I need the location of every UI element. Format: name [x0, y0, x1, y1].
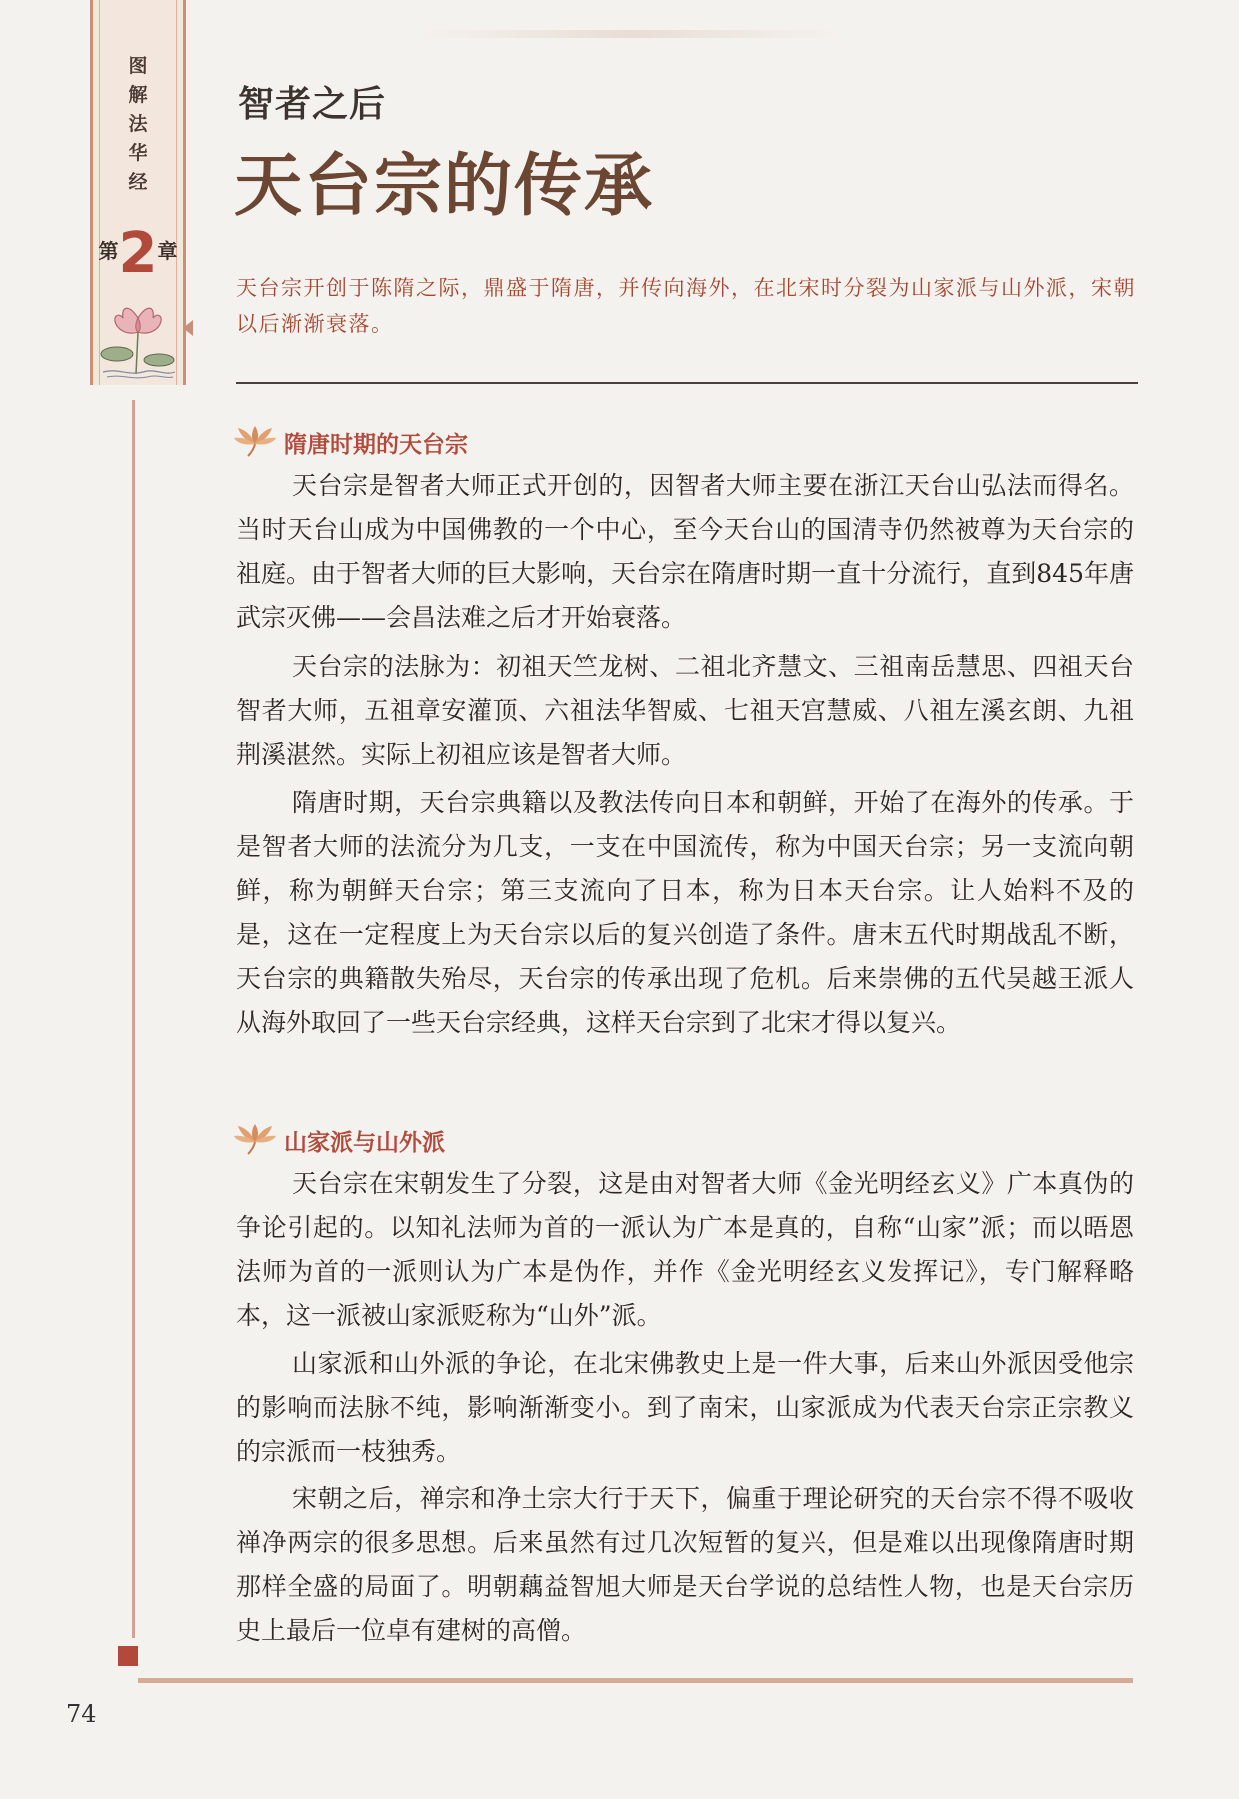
chapter-suffix: 章 [157, 239, 178, 263]
lotus-illustration-icon [99, 298, 177, 380]
body-paragraph: 山家派和山外派的争论，在北宋佛教史上是一件大事，后来山外派因受他宗的影响而法脉不纯，影响渐渐变小。到了南宋，山家派成为代表天台宗正宗教义的宗派而一枝独秀。 [236, 1349, 1134, 1466]
book-title-char: 图 [128, 55, 148, 77]
body-paragraph: 宋朝之后，禅宗和净土宗大行于天下，偏重于理论研究的天台宗不得不吸收禅净两宗的很多思想。后来虽然有过几次短暂的复兴，但是难以出现像隋唐时期那样全盛的局面了。明朝藕益智旭大师是天台学说的总结性人物，也是天台宗历史上最后一位卓有建树的高僧。 [236, 1484, 1134, 1645]
intro-text: 天台宗开创于陈隋之际，鼎盛于隋唐，并传向海外，在北宋时分裂为山家派与山外派，宋朝以后渐渐衰落。 [236, 276, 1136, 336]
book-title-vertical [93, 52, 183, 197]
page-title: 天台宗的传承 [234, 146, 655, 226]
book-title-char: 解 [128, 84, 148, 106]
side-square-ornament [118, 1646, 138, 1666]
book-title-char: 经 [128, 171, 148, 193]
book-title-char: 华 [128, 142, 148, 164]
page-number: 74 [66, 1700, 97, 1728]
book-title-char: 法 [128, 113, 148, 135]
lotus-bullet-icon [232, 1116, 278, 1156]
intro-divider [236, 382, 1138, 384]
section-heading-text: 山家派与山外派 [284, 1130, 445, 1156]
tab-marker-triangle [183, 320, 193, 336]
lotus-bullet-icon [232, 418, 278, 458]
section-heading-text: 隋唐时期的天台宗 [284, 432, 468, 458]
chapter-number: 2 [118, 221, 158, 286]
body-paragraph: 天台宗的法脉为：初祖天竺龙树、二祖北齐慧文、三祖南岳慧思、四祖天台智者大师，五祖章安灌顶、六祖法华智威、七祖天宫慧威、八祖左溪玄朗、九祖荆溪湛然。实际上初祖应该是智者大师。 [236, 652, 1134, 769]
chapter-label [93, 221, 183, 286]
chapter-tab [90, 0, 186, 385]
bottom-rule [138, 1678, 1133, 1683]
chapter-prefix: 第 [98, 239, 119, 263]
section-eyebrow: 智者之后 [238, 83, 387, 125]
side-rule [132, 400, 135, 1638]
body-paragraph: 天台宗在宋朝发生了分裂，这是由对智者大师《金光明经玄义》广本真伪的争论引起的。以知礼法师为首的一派认为广本是真的，自称“山家”派；而以晤恩法师为首的一派则认为广本是伪作，并作《金光明经玄义发挥记》，专门解释略本，这一派被山家派贬称为“山外”派。 [236, 1169, 1134, 1330]
top-edge-shading [420, 30, 840, 38]
body-paragraph: 天台宗是智者大师正式开创的，因智者大师主要在浙江天台山弘法而得名。当时天台山成为中国佛教的一个中心，至今天台山的国清寺仍然被尊为天台宗的祖庭。由于智者大师的巨大影响，天台宗在隋唐时期一直十分流行，直到845年唐武宗灭佛——会昌法难之后才开始衰落。 [236, 471, 1134, 632]
body-paragraph: 隋唐时期，天台宗典籍以及教法传向日本和朝鲜，开始了在海外的传承。于是智者大师的法流分为几支，一支在中国流传，称为中国天台宗；另一支流向朝鲜，称为朝鲜天台宗；第三支流向了日本，称为日本天台宗。让人始料不及的是，这在一定程度上为天台宗以后的复兴创造了条件。唐末五代时期战乱不断，天台宗的典籍散失殆尽，天台宗的传承出现了危机。后来崇佛的五代吴越王派人从海外取回了一些天台宗经典，这样天台宗到了北宋才得以复兴。 [236, 788, 1134, 1037]
